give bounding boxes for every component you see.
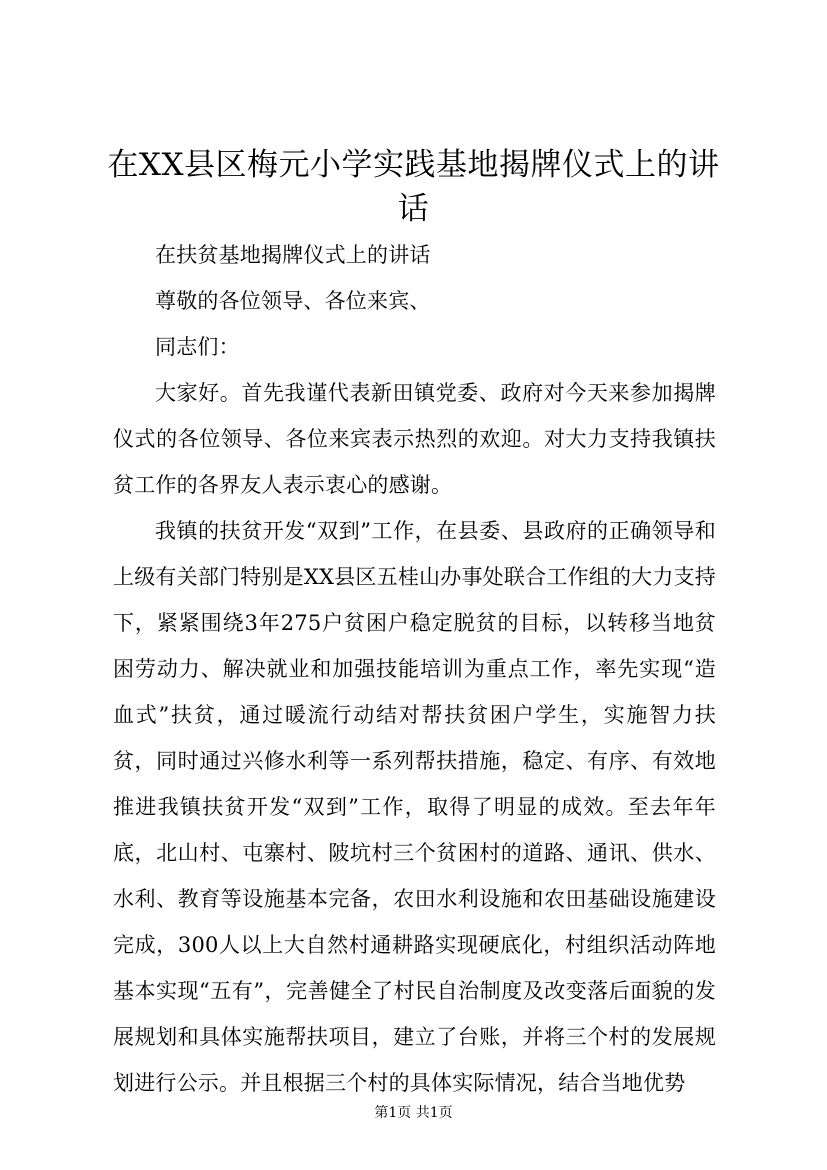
paragraph-main: 我镇的扶贫开发“双到”工作，在县委、县政府的正确领导和上级有关部门特别是XX县区五桂山办事处联合工作组的大力支持下，紧紧围绕3年275户贫困户稳定脱贫的目标，以转移当地贫困劳动力、解决就业和加强技能培训为重点工作，率先实现“造血式”扶贫，通过暖流行动结对帮扶贫困户学生，实施智力扶贫，同时通过兴修水利等一系列帮扶措施，稳定、有序、有效地推进我镇扶贫开发“双到”工作，取得了明显的成效。至去年年底，北山村、屯寨村、陂坑村三个贫困村的道路、通讯、供水、水利、教育等设施基本完备，农田水利设施和农田基础设施建设完成，300人以上大自然村通耕路实现硬底化，村组织活动阵地基本实现“五有”，完善健全了村民自治制度及改变落后面貌的发展规划和具体实施帮扶项目，建立了台账，并将三个村的发展规划进行公示。并且根据三个村的具体实际情况，结合当地优势	[113, 519, 716, 1095]
paragraph-greeting: 大家好。首先我谨代表新田镇党委、政府对今天来参加揭牌仪式的各位领导、各位来宾表示热烈的欢迎。对大力支持我镇扶贫工作的各界友人表示衷心的感谢。	[113, 381, 716, 497]
document-body	[113, 232, 716, 1106]
paragraph-subtitle: 在扶贫基地揭牌仪式上的讲话	[155, 243, 431, 267]
page-footer: 第1页 共1页	[374, 1105, 453, 1121]
paragraph-salutation-2: 同志们：	[155, 335, 240, 359]
paragraph-salutation: 尊敬的各位领导、各位来宾、	[155, 289, 431, 313]
document-title: 在XX县区梅元小学实践基地揭牌仪式上的讲话	[107, 147, 720, 227]
